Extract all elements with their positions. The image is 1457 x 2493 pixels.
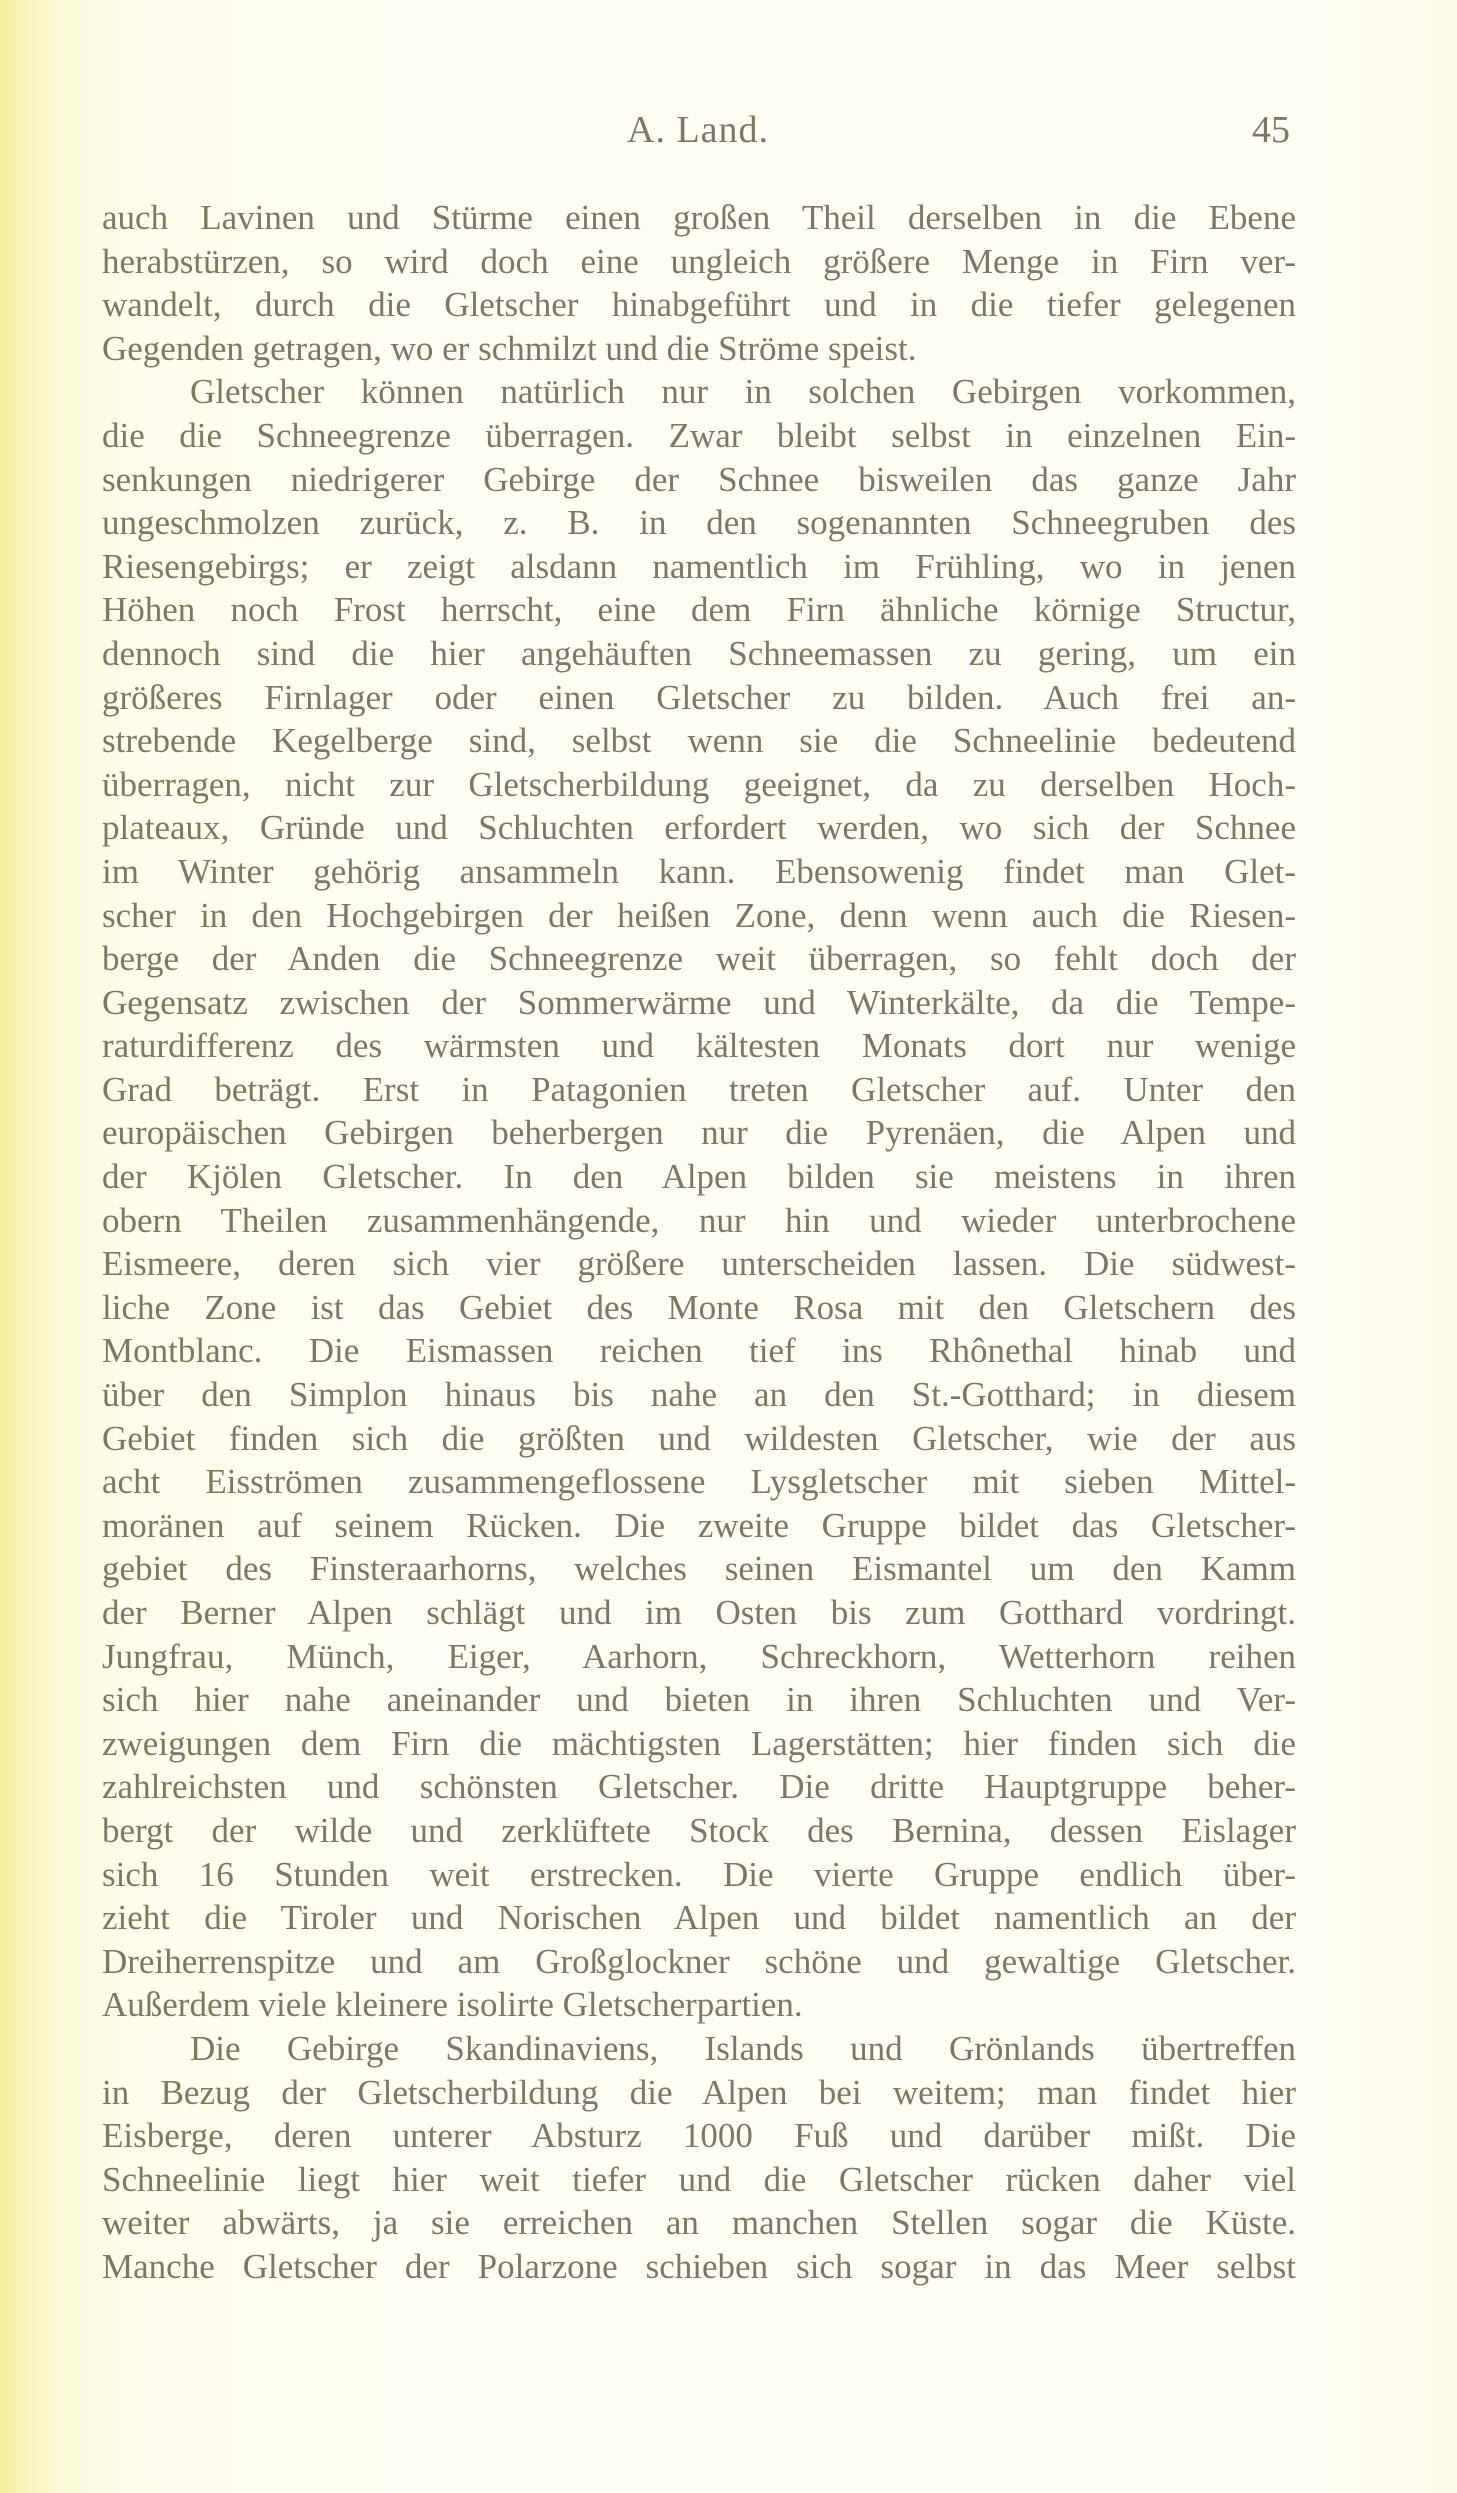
text-line: dennoch sind die hier angehäuften Schneemassen zu gering, um ein — [102, 633, 1296, 673]
text-line: raturdifferenz des wärmsten und kältesten Monats dort nur wenige — [102, 1026, 1296, 1066]
text-line: obern Theilen zusammenhängende, nur hin und wieder unterbrochene — [102, 1200, 1296, 1240]
text-line: Riesengebirgs; er zeigt alsdann namentlich im Frühling, wo in jenen — [102, 546, 1296, 586]
text-line: moränen auf seinem Rücken. Die zweite Gruppe bildet das Gletscher- — [102, 1505, 1296, 1545]
text-line: Gegenden getragen, wo er schmilzt und die Ströme speist. — [102, 328, 917, 368]
text-line: sich hier nahe aneinander und bieten in ihren Schluchten und Ver- — [102, 1680, 1296, 1720]
text-line: Grad beträgt. Erst in Patagonien treten Gletscher auf. Unter den — [102, 1069, 1296, 1109]
text-line: Die Gebirge Skandinaviens, Islands und Grönlands übertreffen — [190, 2028, 1296, 2068]
text-line: Eisberge, deren unterer Absturz 1000 Fuß und darüber mißt. Die — [102, 2116, 1296, 2156]
text-line: weiter abwärts, ja sie erreichen an manchen Stellen sogar die Küste. — [102, 2203, 1296, 2243]
text-line: der Berner Alpen schlägt und im Osten bis zum Gotthard vordringt. — [102, 1593, 1296, 1632]
page-number: 45 — [1252, 109, 1290, 151]
text-line: zweigungen dem Firn die mächtigsten Lagerstätten; hier finden sich die — [102, 1723, 1296, 1763]
text-line: Jungfrau, Münch, Eiger, Aarhorn, Schreckhorn, Wetterhorn reihen — [102, 1636, 1296, 1676]
text-line: größeres Firnlager oder einen Gletscher zu bilden. Auch frei an- — [102, 677, 1296, 717]
text-line: Gletscher können natürlich nur in solchen Gebirgen vorkommen, — [190, 372, 1296, 412]
text-line: senkungen niedrigerer Gebirge der Schnee bisweilen das ganze Jahr — [102, 459, 1296, 499]
text-line: im Winter gehörig ansammeln kann. Ebensowenig findet man Glet- — [102, 851, 1296, 891]
text-line: zahlreichsten und schönsten Gletscher. Die dritte Hauptgruppe beher- — [102, 1767, 1296, 1807]
page-header — [0, 108, 1457, 154]
text-line: Manche Gletscher der Polarzone schieben sich sogar in das Meer selbst — [102, 2246, 1296, 2286]
text-line: Höhen noch Frost herrscht, eine dem Firn ähnliche körnige Structur, — [102, 590, 1296, 630]
text-line: Eismeere, deren sich vier größere unterscheiden lassen. Die südwest- — [102, 1244, 1296, 1284]
text-line: Dreiherrenspitze und am Großglockner schöne und gewaltige Gletscher. — [102, 1941, 1296, 1981]
text-line: Montblanc. Die Eismassen reichen tief ins Rhônethal hinab und — [102, 1331, 1296, 1371]
text-line: herabstürzen, so wird doch eine ungleich größere Menge in Firn ver- — [102, 241, 1296, 281]
text-line: sich 16 Stunden weit erstrecken. Die vierte Gruppe endlich über- — [102, 1854, 1296, 1894]
text-line: ungeschmolzen zurück, z. B. in den sogenannten Schneegruben des — [102, 503, 1296, 543]
text-line: berge der Anden die Schneegrenze weit überragen, so fehlt doch der — [102, 939, 1296, 979]
text-line: in Bezug der Gletscherbildung die Alpen bei weitem; man findet hier — [102, 2072, 1296, 2112]
text-line: über den Simplon hinaus bis nahe an den St.-Gotthard; in diesem — [102, 1375, 1296, 1415]
text-line: liche Zone ist das Gebiet des Monte Rosa mit den Gletschern des — [102, 1287, 1296, 1327]
text-line: bergt der wilde und zerklüftete Stock des Bernina, dessen Eislager — [102, 1810, 1296, 1850]
text-line: überragen, nicht zur Gletscherbildung geeignet, da zu derselben Hoch- — [102, 764, 1296, 804]
text-line: gebiet des Finsteraarhorns, welches seinen Eismantel um den Kamm — [102, 1549, 1296, 1589]
text-line: wandelt, durch die Gletscher hinabgeführt und in die tiefer gelegenen — [102, 285, 1296, 325]
text-line: Außerdem viele kleinere isolirte Gletscherpartien. — [102, 1985, 803, 2025]
text-line: scher in den Hochgebirgen der heißen Zone, denn wenn auch die Riesen- — [102, 895, 1296, 935]
body-text — [102, 196, 1296, 2289]
text-line: plateaux, Gründe und Schluchten erfordert werden, wo sich der Schnee — [102, 808, 1296, 848]
text-line: Gegensatz zwischen der Sommerwärme und Winterkälte, da die Tempe- — [102, 982, 1296, 1022]
text-line: Schneelinie liegt hier weit tiefer und die Gletscher rücken daher viel — [102, 2159, 1296, 2199]
text-line: auch Lavinen und Stürme einen großen Theil derselben in die Ebene — [102, 198, 1296, 237]
text-line: acht Eisströmen zusammengeflossene Lysgletscher mit sieben Mittel- — [102, 1462, 1296, 1502]
text-line: zieht die Tiroler und Norischen Alpen und bildet namentlich an der — [102, 1898, 1296, 1938]
text-line: die die Schneegrenze überragen. Zwar bleibt selbst in einzelnen Ein- — [102, 415, 1296, 455]
text-line: europäischen Gebirgen beherbergen nur die Pyrenäen, die Alpen und — [102, 1113, 1296, 1153]
text-line: Gebiet finden sich die größten und wildesten Gletscher, wie der aus — [102, 1418, 1296, 1458]
text-line: der Kjölen Gletscher. In den Alpen bilden sie meistens in ihren — [102, 1157, 1296, 1197]
running-title: A. Land. — [627, 109, 770, 151]
text-line: strebende Kegelberge sind, selbst wenn sie die Schneelinie bedeutend — [102, 721, 1296, 761]
